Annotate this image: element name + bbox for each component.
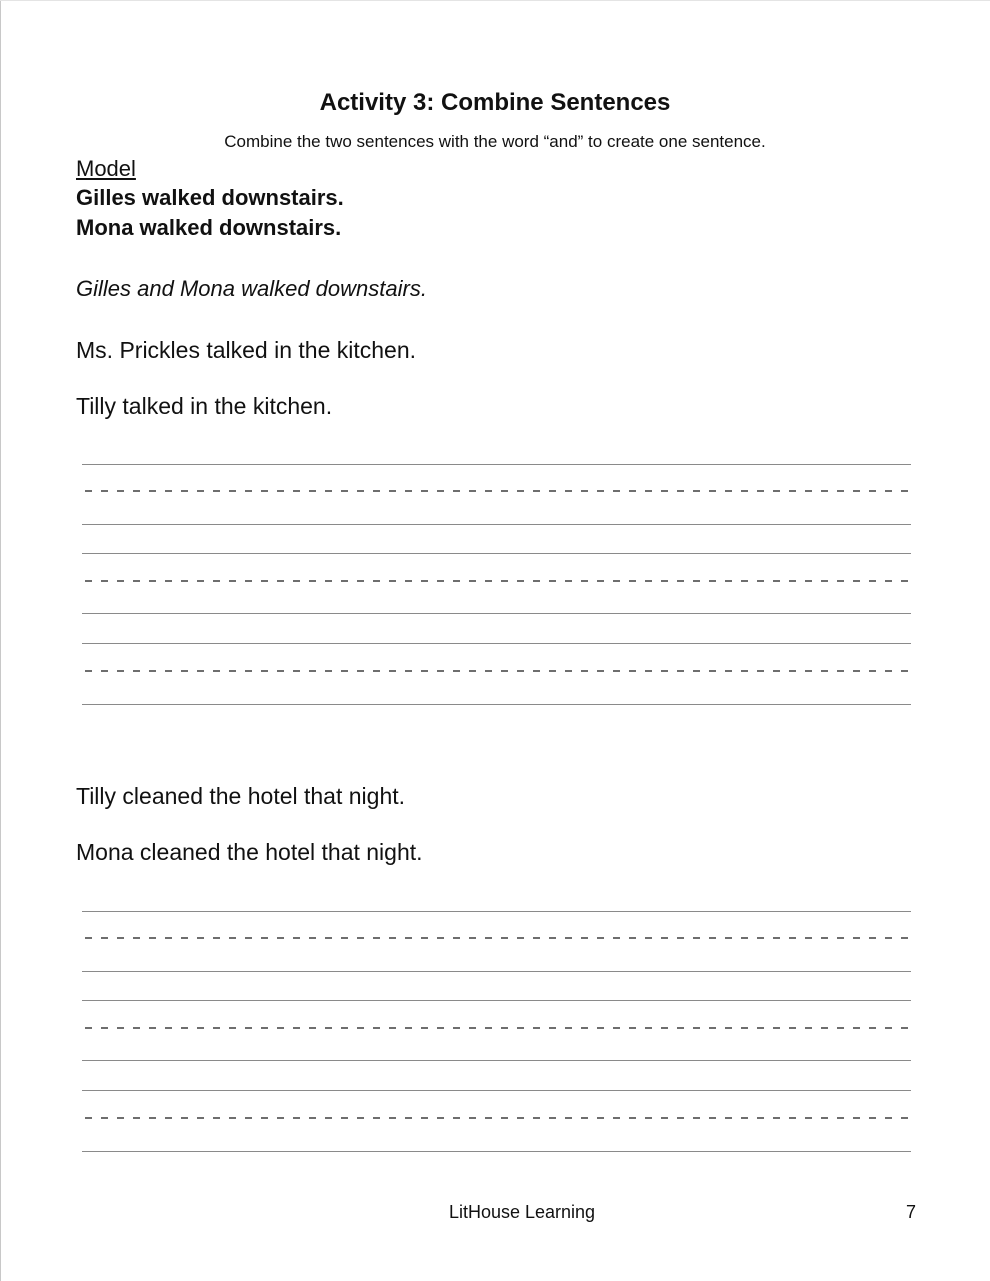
writing-midline	[85, 580, 911, 582]
model-answer: Gilles and Mona walked downstairs.	[76, 276, 427, 301]
page-number: 7	[905, 1202, 916, 1222]
writing-top-line	[82, 1000, 911, 1001]
page-left-border	[0, 0, 1, 1281]
page-top-border	[0, 0, 990, 1]
instructions-text: Combine the two sentences with the word “and” to create one sentence.	[224, 132, 766, 151]
exercise-1-sentence-2: Tilly talked in the kitchen.	[76, 393, 333, 419]
writing-midline	[85, 490, 911, 492]
footer-publisher: LitHouse Learning	[448, 1202, 596, 1222]
model-sentence-2: Mona walked downstairs.	[76, 215, 342, 240]
writing-baseline	[82, 971, 911, 972]
writing-top-line	[82, 464, 911, 465]
activity-title: Activity 3: Combine Sentences	[319, 89, 671, 116]
writing-baseline	[82, 704, 911, 705]
exercise-1-writing-lines[interactable]	[82, 464, 911, 708]
writing-baseline	[82, 1060, 911, 1061]
writing-midline	[85, 1027, 911, 1029]
writing-top-line	[82, 643, 911, 644]
writing-midline	[85, 670, 911, 672]
writing-top-line	[82, 1090, 911, 1091]
writing-top-line	[82, 911, 911, 912]
exercise-2-sentence-2: Mona cleaned the hotel that night.	[76, 839, 423, 865]
writing-baseline	[82, 1151, 911, 1152]
exercise-2-sentence-1: Tilly cleaned the hotel that night.	[76, 783, 406, 809]
model-label: Model	[76, 156, 136, 181]
writing-top-line	[82, 553, 911, 554]
exercise-1-sentence-1: Ms. Prickles talked in the kitchen.	[76, 337, 417, 363]
writing-midline	[85, 1117, 911, 1119]
model-sentence-1: Gilles walked downstairs.	[76, 185, 344, 210]
writing-baseline	[82, 613, 911, 614]
writing-baseline	[82, 524, 911, 525]
writing-midline	[85, 937, 911, 939]
exercise-2-writing-lines[interactable]	[82, 911, 911, 1155]
